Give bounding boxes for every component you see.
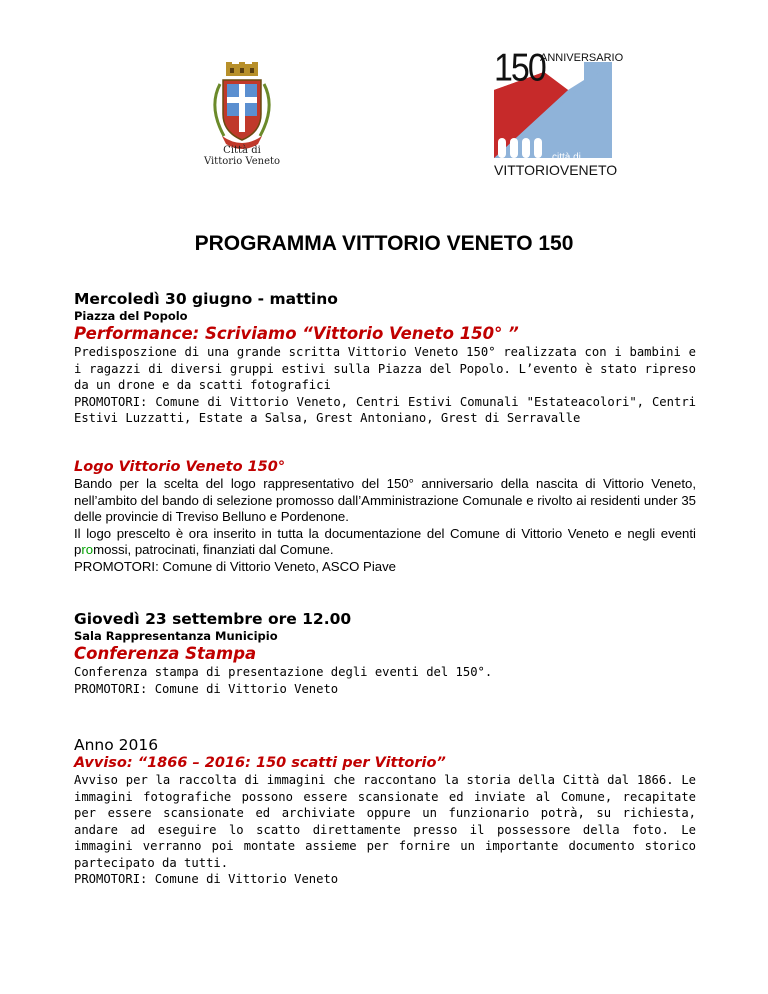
section-place: Sala Rappresentanza Municipio — [74, 629, 278, 643]
section-promoters: PROMOTORI: Comune di Vittorio Veneto, ASCO Piave — [74, 558, 397, 574]
program-section-4 — [74, 736, 696, 888]
section-place: Piazza del Popolo — [74, 309, 188, 323]
program-section-1 — [74, 290, 696, 427]
crest-caption — [196, 145, 288, 167]
body-text-part: Il logo prescelto è ora inserito in tutta la documentazione del Comune di Vittorio Veneto e negli eventi p — [74, 525, 696, 557]
body-text-part: mossi, patrocinati, finanziati dal Comune. — [93, 542, 334, 557]
crest-caption-line1: Città di — [223, 145, 261, 156]
section-body-2 — [74, 526, 696, 559]
section-body: Conferenza stampa di presentazione degli eventi del 150°. — [74, 665, 493, 679]
crest-caption-line2: Vittorio Veneto — [203, 156, 281, 167]
body-text-highlight: ro — [81, 542, 94, 557]
section-promoters: PROMOTORI: Comune di Vittorio Veneto, Centri Estivi Comunali "Estateacolori", Centri Estivi Luzzatti, Estate a Salsa, Grest Antoniano, Grest di Serravalle — [74, 394, 696, 425]
section-day: Mercoledì 30 giugno - mattino — [74, 290, 338, 308]
section-body: Avviso per la raccolta di immagini che raccontano la storia della Città dal 1866. Le immagini fotografiche possono essere scansionate ed inviate al Comune, recapitate per essere scansionate ed archiviate oppure un funzionario potrà, su richiesta, andare ad eseguire lo scatto direttamente presso il possessore della foto. Le immagini verranno poi montate assieme per fornire un importante documento storico partecipato da tutti. — [74, 773, 696, 870]
section-body: Bando per la scelta del logo rappresentativo del 150° anniversario della nascita di Vittorio Veneto, nell’ambito del bando di selezione promosso dall’Amministrazione Comunale e rivolto ai residenti under 35 delle provincie di Treviso Belluno e Pordenone. — [74, 476, 696, 524]
program-section-3 — [74, 610, 696, 697]
section-promoters: PROMOTORI: Comune di Vittorio Veneto — [74, 681, 339, 696]
program-section-2 — [74, 458, 696, 575]
anniversary-number: 150 — [494, 46, 545, 90]
anniversary-citta: città di — [552, 152, 581, 163]
section-event-title: Conferenza Stampa — [74, 644, 257, 663]
page-title: PROGRAMMA VITTORIO VENETO 150 — [194, 232, 574, 255]
section-event-title: Avviso: “1866 – 2016: 150 scatti per Vittorio” — [74, 755, 446, 771]
section-event-title: Logo Vittorio Veneto 150° — [74, 459, 286, 475]
section-body: Predisposzione di una grande scritta Vittorio Veneto 150° realizzata con i bambini e i ragazzi di diversi gruppi estivi sulla Piazza del Popolo. L’evento è stato ripreso da un drone e da scatti fotografici — [74, 345, 696, 392]
section-promoters: PROMOTORI: Comune di Vittorio Veneto — [74, 872, 339, 886]
section-day: Anno 2016 — [74, 736, 159, 754]
section-day: Giovedì 23 settembre ore 12.00 — [74, 610, 352, 628]
anniversary-word: ANNIVERSARIO — [540, 52, 624, 64]
section-event-title: Performance: Scriviamo “Vittorio Veneto 150° ” — [74, 324, 519, 343]
anniversary-city-name: VITTORIOVENETO — [494, 162, 618, 178]
